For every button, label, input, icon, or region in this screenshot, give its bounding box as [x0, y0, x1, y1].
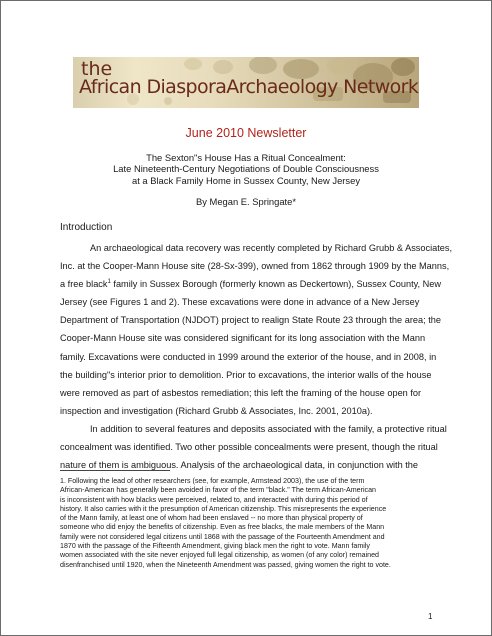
body-line: Jersey (see Figures 1 and 2). These excavations were done in advance of a New Jersey	[60, 297, 420, 308]
body-line: were removed as part of asbestos remediation; this left the framing of the house open for	[60, 387, 422, 398]
body-line	[60, 275, 442, 293]
article-title	[0, 152, 492, 186]
article-title-line: The Sexton"s House Has a Ritual Concealment:	[146, 152, 346, 163]
page-number: 1	[428, 612, 433, 621]
footnote-line: African-American has generally been avoided in favor of the term "black." The term African-American	[60, 486, 376, 495]
body-line-text: a free black	[60, 279, 108, 290]
body-text	[60, 239, 453, 474]
banner-word-the: the	[81, 58, 113, 80]
footnote-line: is inconsistent with how blacks were perceived, related to, and interacted with during this period of	[60, 495, 368, 504]
body-line: concealment was identified. Two other possible concealments were present, though the ritual	[60, 442, 438, 453]
body-line: the building"s interior prior to demolition. Prior to excavations, the interior walls of the house	[60, 369, 432, 380]
article-title-line: at a Black Family Home in Sussex County, New Jersey	[131, 174, 361, 186]
banner-network-name: African DiasporaArchaeology Network	[79, 76, 419, 98]
body-line: Department of Transportation (NJDOT) project to realign State Route 23 through the area; the	[60, 315, 441, 326]
newsletter-title: June 2010 Newsletter	[185, 126, 307, 140]
body-line: An archaeological data recovery was recently completed by Richard Grubb & Associates,	[90, 243, 453, 253]
footnote-line: 1. Following the lead of other researchers (see, for example, Armstead 2003), the use of the term	[60, 477, 365, 485]
footnote-line: history. It also carries with it the presumption of American citizenship. This misrepresents the experience	[60, 504, 387, 513]
body-line: family. Excavations were conducted in 1999 around the exterior of the house, and in 2008, in	[60, 351, 437, 362]
body-line: Cooper-Mann House site was considered significant for its long association with the Mann	[60, 333, 426, 344]
section-heading: Introduction	[60, 222, 113, 233]
footnote-divider	[60, 470, 170, 471]
footnote-marker: 1	[107, 279, 111, 286]
footnote-line: women associated with the site never enjoyed full legal citizenship, as women (of any color) remained	[60, 551, 379, 560]
footnote-line: 1870 with the passage of the Fifteenth Amendment, giving black men the right to vote. Mann family	[60, 542, 370, 551]
article-title-line: Late Nineteenth-Century Negotiations of Double Consciousness	[113, 163, 379, 175]
footnote-line: someone who did enjoy the benefits of citizenship. Even as free blacks, the male members of the Mann	[60, 523, 385, 532]
header-banner	[73, 57, 419, 108]
body-line: nature of them is ambiguous. Analysis of the archaeological data, in conjunction with the	[60, 460, 419, 471]
body-line: inspection and investigation (Richard Grubb & Associates, Inc. 2001, 2010a).	[60, 405, 373, 416]
footnote-line: of the Mann family, at least one of whom had been enslaved -- no more than physical property of	[60, 514, 363, 523]
author-byline: By Megan E. Springate*	[195, 196, 297, 207]
footnote-line: family were not considered legal citizens until 1868 with the passage of the Fourteenth Amendment and	[60, 532, 385, 541]
footnote	[60, 477, 440, 570]
footnote-line: disenfranchised until 1920, when the Nineteenth Amendment was passed, giving women the right to vote.	[60, 560, 391, 569]
body-line-text: family in Sussex Borough (formerly known as Deckertown), Sussex County, New	[110, 279, 442, 290]
body-line: Inc. at the Cooper-Mann House site (28-Sx-399), owned from 1862 through 1909 by the Manns,	[60, 261, 450, 272]
body-line: In addition to several features and deposits associated with the family, a protective ritual	[90, 423, 447, 434]
